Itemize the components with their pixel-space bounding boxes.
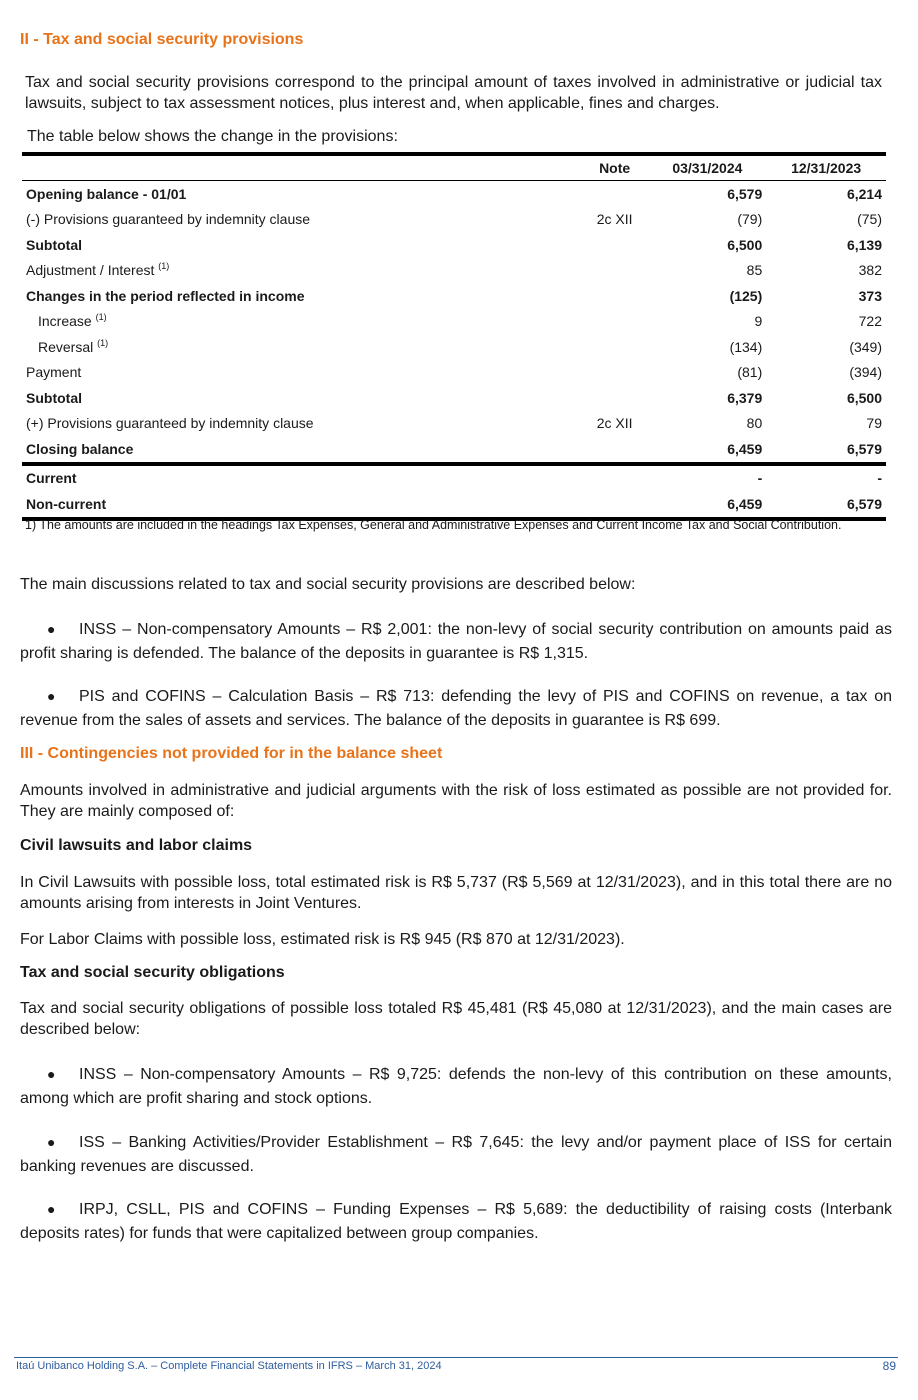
row-note [581,232,649,258]
row-value-2023: 6,579 [766,491,886,519]
row-value-2024: 85 [746,262,763,279]
row-value-2024: 6,459 [649,491,767,519]
footer-text: Itaú Unibanco Holding S.A. – Complete Financial Statements in IFRS – March 31, 2024 [16,1360,442,1372]
table-row [22,360,886,386]
row-note [581,283,649,309]
table-row [22,411,886,437]
row-label: (-) Provisions guaranteed by indemnity clause [26,211,311,228]
footnote-marker: (1) [158,261,170,272]
row-value-2024: (134) [729,338,763,355]
row-label: Payment [26,364,82,381]
row-value-2024: 6,579 [727,185,763,202]
footnote-marker: (1) [95,312,107,323]
tax-heading: Tax and social security obligations [20,964,285,981]
section-3-title: III - Contingencies not provided for in the balance sheet [20,745,443,762]
bullet-icon: ● [47,688,56,704]
bullet-text: ISS – Banking Activities/Provider Establishment – R$ 7,645: the levy and/or payment place of ISS for certain banking revenues are discussed. [20,1134,892,1175]
bullet-icon: ● [47,621,56,637]
row-label: Closing balance [22,436,581,464]
row-label: Current [26,470,77,487]
row-value-2023: (349) [849,338,882,355]
page-number: 89 [882,1359,896,1373]
table-row [22,181,886,207]
bullet-item [20,684,892,733]
row-value-2023: (394) [849,364,882,381]
bullet-item [20,1130,892,1179]
table-row [22,207,886,233]
row-label-cell [22,334,581,360]
row-label: Non-current [22,491,581,519]
table-row [22,258,886,284]
row-value-2024: (81) [737,364,763,381]
row-value-2023: 79 [866,415,882,432]
row-value-2024: (125) [729,287,763,304]
footer-divider [14,1357,898,1358]
bullet-text: INSS – Non-compensatory Amounts – R$ 9,725: defends the non-levy of this contribution on these amounts, among which are profit sharing and stock options. [20,1066,892,1107]
section-3-intro: Amounts involved in administrative and judicial arguments with the risk of loss estimated as possible are not provided for. They are mainly composed of: [20,782,892,820]
table-row [22,464,886,492]
row-note [581,436,649,464]
row-note [581,309,649,335]
row-value-2024: 6,500 [727,236,763,253]
row-value-2024: 6,459 [649,436,767,464]
row-value-2024: 9 [754,313,763,330]
row-label-cell [22,309,581,335]
row-value-2024: 6,379 [727,389,763,406]
discussions-intro: The main discussions related to tax and social security provisions are described below: [20,576,636,593]
header-col1: 03/31/2024 [649,154,767,181]
row-note [581,258,649,284]
civil-heading: Civil lawsuits and labor claims [20,837,253,854]
row-value-2023: (75) [857,211,882,228]
row-value-2023: 722 [858,313,882,330]
header-label [22,154,581,181]
bullet-text: INSS – Non-compensatory Amounts – R$ 2,001: the non-levy of social security contribution on amounts paid as profit sharing is defended. The balance of the deposits in guarantee is R$ 1,315. [20,621,892,662]
row-value-2023: 6,214 [846,185,882,202]
row-label: Reversal [38,338,94,355]
table-intro: The table below shows the change in the provisions: [27,128,398,145]
bullet-icon: ● [47,1201,56,1217]
row-note [581,385,649,411]
table-header-row [22,154,886,181]
row-note: 2c XII [596,415,633,432]
row-label-cell [22,258,581,284]
row-note [581,334,649,360]
row-note [581,181,649,207]
row-value-2023: 382 [858,262,882,279]
row-note [581,464,649,492]
civil-text: In Civil Lawsuits with possible loss, total estimated risk is R$ 5,737 (R$ 5,569 at 12/31/2023), and in this total there are no amounts arising from interests in Joint Ventures. [20,874,892,912]
bullet-item [20,617,892,666]
bullet-item [20,1062,892,1111]
row-label: Changes in the period reflected in income [26,287,305,304]
section-2-intro: Tax and social security provisions correspond to the principal amount of taxes involved in administrative or judicial tax lawsuits, subject to tax assessment notices, plus interest and, when applicable, fines and charges. [25,74,882,112]
row-label: Adjustment / Interest [26,262,155,279]
row-note: 2c XII [596,211,633,228]
table-row [22,491,886,519]
table-row [22,283,886,309]
row-value-2024: 80 [746,415,763,432]
bullet-item [20,1197,892,1246]
row-value-2023: 6,579 [766,436,886,464]
table-row [22,385,886,411]
header-col2: 12/31/2023 [766,154,886,181]
table-row [22,232,886,258]
row-label: Increase [38,313,92,330]
labor-text: For Labor Claims with possible loss, estimated risk is R$ 945 (R$ 870 at 12/31/2023). [20,931,625,948]
row-value-2024: - [757,470,763,487]
bullet-text: PIS and COFINS – Calculation Basis – R$ 713: defending the levy of PIS and COFINS on revenue, a tax on revenue from the sales of assets and services. The balance of the deposits in guarantee is R$ 699. [20,688,892,729]
bullet-icon: ● [47,1066,56,1082]
section-2-title: II - Tax and social security provisions [20,31,304,48]
bullet-text: IRPJ, CSLL, PIS and COFINS – Funding Expenses – R$ 5,689: the deductibility of raising costs (Interbank deposits rates) for funds that were capitalized between group companies. [20,1201,892,1242]
row-label: Subtotal [26,389,82,406]
tax-text: Tax and social security obligations of possible loss totaled R$ 45,481 (R$ 45,080 at 12/31/2023), and the main cases are described below: [20,1000,892,1038]
row-note [581,360,649,386]
row-value-2024: (79) [737,211,763,228]
row-label: Subtotal [26,236,82,253]
header-note: Note [581,154,649,181]
row-label: Opening balance - 01/01 [26,185,187,202]
table-row [22,436,886,464]
footnote-marker: (1) [97,337,109,348]
row-value-2023: 6,139 [846,236,882,253]
row-label: (+) Provisions guaranteed by indemnity clause [26,415,314,432]
row-note [581,491,649,519]
table-row [22,309,886,335]
table-footnote: 1) The amounts are included in the headings Tax Expenses, General and Administrative Expenses and Current Income Tax and Social Contribution. [25,518,842,532]
provisions-table [22,152,886,521]
row-value-2023: 6,500 [846,389,882,406]
row-value-2023: - [877,470,882,487]
bullet-icon: ● [47,1134,56,1150]
row-value-2023: 373 [858,287,882,304]
table-row [22,334,886,360]
